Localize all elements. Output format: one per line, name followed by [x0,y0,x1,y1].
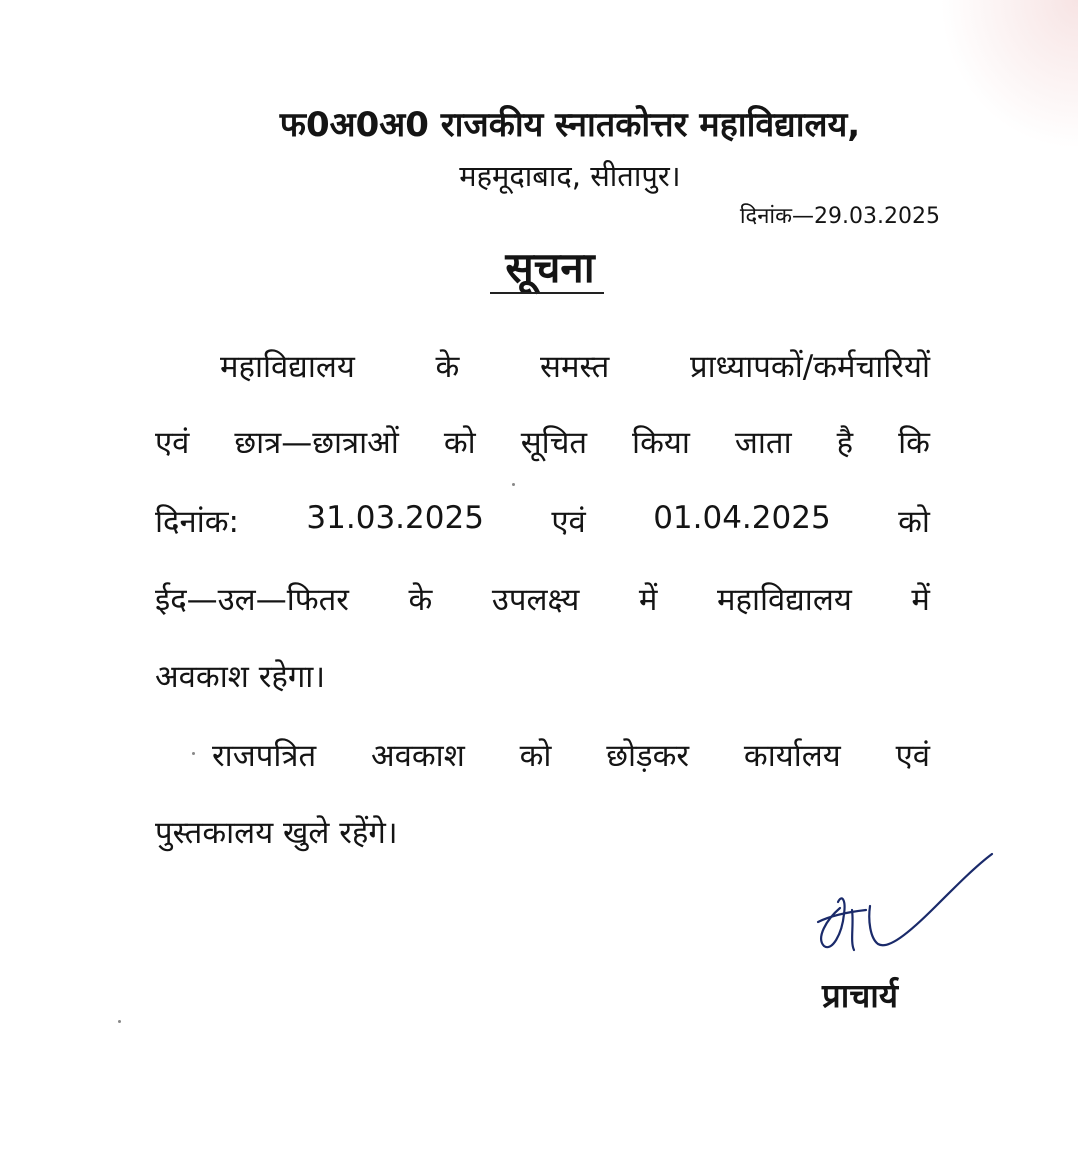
paragraph2-line1 [212,734,930,776]
word: महाविद्यालय [220,349,355,385]
word: में [911,582,930,618]
word: के [435,349,460,385]
signature-scribble [808,850,1008,960]
word: दिनांक: [155,504,239,540]
college-name: फ0अ0अ0 राजकीय स्नातकोत्तर महाविद्यालय, [279,105,861,145]
word: राजपत्रित [212,738,317,774]
paragraph1-line5: अवकाश रहेगा। [155,659,326,695]
paragraph1-line2 [155,421,930,463]
word: एवं [155,425,190,461]
paper-speck [118,1020,121,1023]
word: महाविद्यालय [716,582,852,618]
college-location: महमूदाबाद, सीतापुर। [459,159,681,193]
word: को [519,738,552,774]
word: छात्र—छात्राओं [234,425,399,461]
paragraph1-line3 [155,500,930,542]
word: अवकाश [370,738,465,774]
word: को [443,425,476,461]
word: एवं [551,504,586,540]
word: प्राध्यापकों/कर्मचारियों [689,349,930,385]
signature-image [808,850,1008,960]
word: किया [632,425,690,461]
holiday-date-1: 31.03.2025 [306,500,484,536]
holiday-date-2: 01.04.2025 [653,500,831,536]
word: कार्यालय [743,738,841,774]
paper-speck [512,483,515,486]
word: को [898,504,930,540]
heading-underline [490,292,604,294]
paragraph1-line4 [155,578,930,620]
word: सूचित [520,425,588,461]
word: जाता [734,425,792,461]
paragraph1-line1 [220,345,930,387]
notice-date: दिनांक—29.03.2025 [739,204,940,229]
word: है [836,425,854,461]
paragraph2-line2: पुस्तकालय खुले रहेंगे। [155,815,398,851]
word: उपलक्ष्य [491,582,580,618]
notice-heading: सूचना [505,243,595,292]
festival-name: ईद—उल—फितर [155,582,349,618]
principal-title: प्राचार्य [822,976,898,1015]
word: कि [898,425,930,461]
paper-speck [192,752,195,755]
word: के [408,582,433,618]
word: एवं [895,738,930,774]
word: समस्त [540,349,610,385]
word: छोड़कर [606,738,690,774]
word: में [638,582,658,618]
